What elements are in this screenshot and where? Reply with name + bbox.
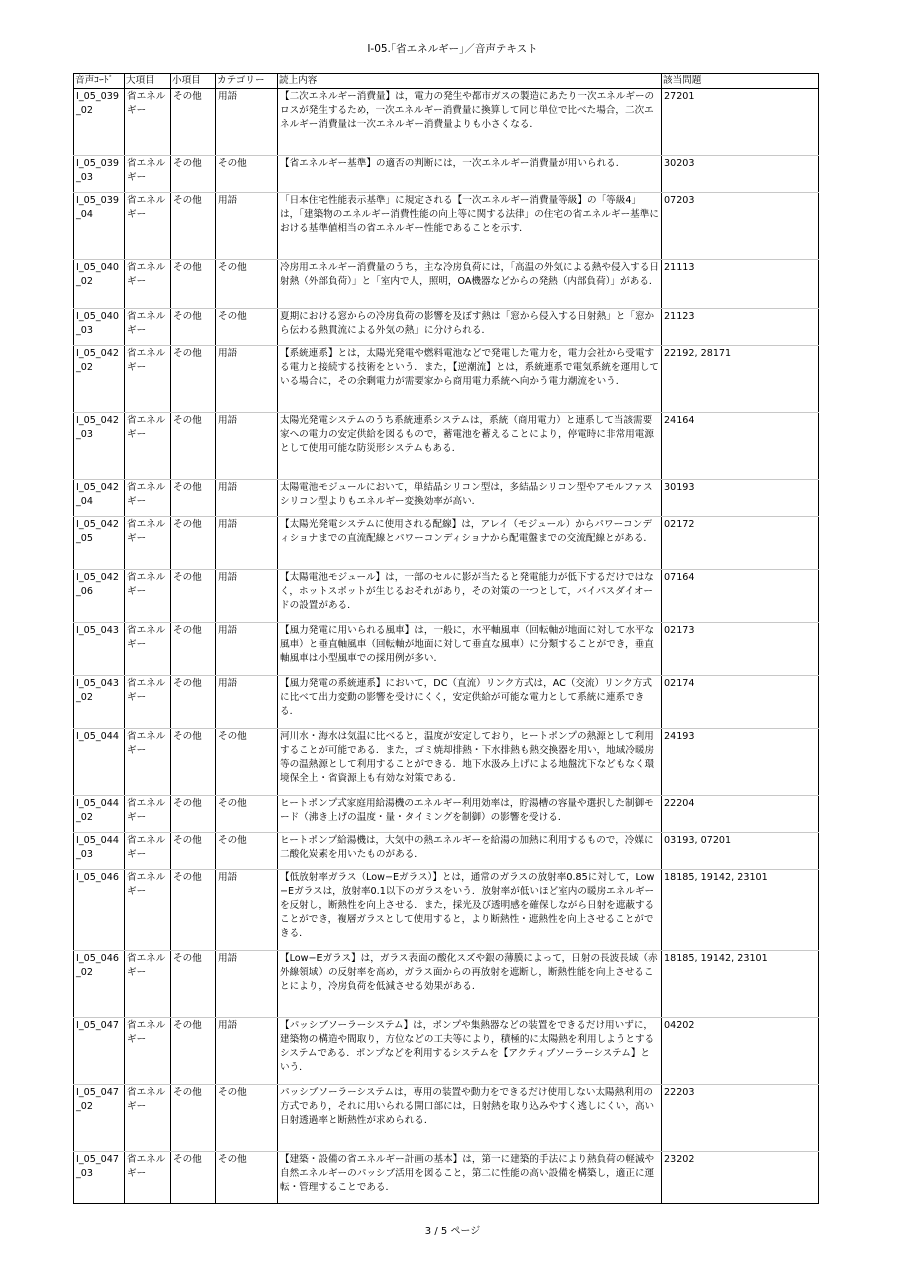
table-row — [74, 89, 819, 156]
table-row — [74, 1085, 819, 1152]
row-code: I_05_042_03 — [74, 413, 125, 480]
table-row — [74, 1018, 819, 1085]
row-minor: その他 — [171, 309, 216, 346]
row-content: 【パッシブソーラーシステム】は，ポンプや集熱器などの装置をできるだけ用いずに，建築物の構造や間取り，方位などの工夫等により，積極的に太陽熱を利用しようとするシステムである．ポンプなどを利用するシステムを【アクティブソーラーシステム】という． — [278, 1018, 662, 1085]
row-major: 省エネルギー — [125, 676, 171, 729]
row-minor: その他 — [171, 193, 216, 260]
header-content: 読上内容 — [278, 74, 662, 89]
row-content: 【系統連系】とは，太陽光発電や燃料電池などで発電した電力を，電力会社から受電する電力と接続する技術をという．また，【逆潮流】とは，系統連系で電気系統を運用している場合に，その余剰電力が需要家から商用電力系統へ向かう電力潮流をいう． — [278, 346, 662, 413]
row-major: 省エネルギー — [125, 346, 171, 413]
row-category: その他 — [216, 1152, 278, 1204]
row-questions: 18185, 19142, 23101 — [662, 870, 819, 951]
table-row — [74, 260, 819, 309]
row-minor: その他 — [171, 951, 216, 1018]
row-category: 用語 — [216, 480, 278, 517]
row-category: 用語 — [216, 951, 278, 1018]
table-row — [74, 729, 819, 796]
row-major: 省エネルギー — [125, 623, 171, 676]
row-category: 用語 — [216, 346, 278, 413]
row-minor: その他 — [171, 260, 216, 309]
row-questions: 02172 — [662, 517, 819, 570]
row-code: I_05_047_03 — [74, 1152, 125, 1204]
row-major: 省エネルギー — [125, 1018, 171, 1085]
table-row — [74, 796, 819, 833]
table-row — [74, 870, 819, 951]
row-content: パッシブソーラーシステムは，専用の装置や動力をできるだけ使用しない太陽熱利用の方式であり，それに用いられる開口部には，日射熱を取り込みやすく逃しにくい，高い日射透過率と断熱性が求められる． — [278, 1085, 662, 1152]
row-content: 河川水・海水は気温に比べると，温度が安定しており，ヒートポンプの熱源として利用することが可能である．また，ゴミ焼却排熱・下水排熱も熱交換器を用い，地域冷暖房等の温熱源として利用することができる．地下水汲み上げによる地盤沈下などもなく環境保全上・省資源上も有効な対策である． — [278, 729, 662, 796]
row-category: その他 — [216, 309, 278, 346]
row-major: 省エネルギー — [125, 413, 171, 480]
table-row — [74, 623, 819, 676]
row-major: 省エネルギー — [125, 309, 171, 346]
row-code: I_05_042_02 — [74, 346, 125, 413]
row-code: I_05_044_02 — [74, 796, 125, 833]
row-questions: 30203 — [662, 156, 819, 193]
row-content: 【風力発電の系統連系】において，DC（直流）リンク方式は，AC（交流）リンク方式に比べて出力変動の影響を受けにくく，安定供給が可能な電力として系統に連系できる． — [278, 676, 662, 729]
row-minor: その他 — [171, 870, 216, 951]
row-questions: 30193 — [662, 480, 819, 517]
row-category: その他 — [216, 729, 278, 796]
table-row — [74, 413, 819, 480]
row-content: 【建築・設備の省エネルギー計画の基本】は，第一に建築的手法により熱負荷の軽減や自然エネルギーのパッシブ活用を図ること，第二に性能の高い設備を構築し，適正に運転・管理することである． — [278, 1152, 662, 1204]
document-title: I-05.｢省エネルギー｣／音声テキスト — [367, 43, 538, 55]
row-major: 省エネルギー — [125, 796, 171, 833]
row-questions: 03193, 07201 — [662, 833, 819, 870]
row-questions: 24164 — [662, 413, 819, 480]
row-content: 【太陽電池モジュール】は，一部のセルに影が当たると発電能力が低下するだけではなく，ホットスポットが生じるおそれがあり，その対策の一つとして，バイパスダイオードの設置がある． — [278, 570, 662, 623]
row-content: 夏期における窓からの冷房負荷の影響を及ぼす熱は「窓から侵入する日射熱」と「窓から伝わる熱貫流による外気の熱」に分けられる． — [278, 309, 662, 346]
row-code: I_05_039_03 — [74, 156, 125, 193]
row-code: I_05_044_03 — [74, 833, 125, 870]
voice-text-table — [73, 73, 819, 1204]
row-major: 省エネルギー — [125, 156, 171, 193]
row-category: その他 — [216, 1085, 278, 1152]
row-minor: その他 — [171, 1085, 216, 1152]
row-code: I_05_046_02 — [74, 951, 125, 1018]
row-questions: 22203 — [662, 1085, 819, 1152]
row-category: 用語 — [216, 1018, 278, 1085]
row-major: 省エネルギー — [125, 729, 171, 796]
row-minor: その他 — [171, 517, 216, 570]
row-content: 冷房用エネルギー消費量のうち，主な冷房負荷には，「高温の外気による熱や侵入する日射熱（外部負荷）」と「室内で人，照明，OA機器などからの発熱（内部負荷）」がある． — [278, 260, 662, 309]
row-category: その他 — [216, 260, 278, 309]
header-minor: 小項目 — [171, 74, 216, 89]
row-major: 省エネルギー — [125, 833, 171, 870]
row-category: 用語 — [216, 623, 278, 676]
row-code: I_05_047 — [74, 1018, 125, 1085]
row-content: 太陽光発電システムのうち系統連系システムは，系統（商用電力）と連系して当該需要家への電力の安定供給を図るもので，蓄電池を蓄えることにより，停電時に非常用電源として使用可能な防災形システムもある． — [278, 413, 662, 480]
row-content: 【Low−Eガラス】は，ガラス表面の酸化スズや銀の薄膜によって，日射の長波長域（赤外線領域）の反射率を高め，ガラス面からの再放射を遮断し，断熱性能を向上させることにより，冷房負荷を低減させる効果がある． — [278, 951, 662, 1018]
row-minor: その他 — [171, 156, 216, 193]
row-code: I_05_047_02 — [74, 1085, 125, 1152]
row-content: 【風力発電に用いられる風車】は，一般に，水平軸風車（回転軸が地面に対して水平な風車）と垂直軸風車（回転軸が地面に対して垂直な風車）に分類することができ，垂直軸風車は小型風車での採用例が多い． — [278, 623, 662, 676]
row-major: 省エネルギー — [125, 517, 171, 570]
row-category: 用語 — [216, 870, 278, 951]
row-questions: 02173 — [662, 623, 819, 676]
row-category: 用語 — [216, 413, 278, 480]
row-minor: その他 — [171, 729, 216, 796]
row-minor: その他 — [171, 570, 216, 623]
page-number: 3 / 5 ページ — [424, 1226, 481, 1237]
table-row — [74, 517, 819, 570]
row-questions: 02174 — [662, 676, 819, 729]
row-questions: 21113 — [662, 260, 819, 309]
row-category: その他 — [216, 156, 278, 193]
header-questions: 該当問題 — [662, 74, 819, 89]
header-category: カテゴリー — [216, 74, 278, 89]
table-header-row — [74, 74, 819, 89]
row-category: その他 — [216, 833, 278, 870]
row-category: その他 — [216, 796, 278, 833]
header-code: 音声ｺｰﾄﾞ — [74, 74, 125, 89]
row-content: 太陽電池モジュールにおいて，単結晶シリコン型は，多結晶シリコン型やアモルファスシリコン型よりもエネルギー変換効率が高い． — [278, 480, 662, 517]
row-code: I_05_039_02 — [74, 89, 125, 156]
row-major: 省エネルギー — [125, 1085, 171, 1152]
row-code: I_05_042_06 — [74, 570, 125, 623]
table-row — [74, 1152, 819, 1204]
row-code: I_05_042_04 — [74, 480, 125, 517]
row-code: I_05_040_02 — [74, 260, 125, 309]
table-row — [74, 951, 819, 1018]
row-questions: 07203 — [662, 193, 819, 260]
row-code: I_05_046 — [74, 870, 125, 951]
table-row — [74, 833, 819, 870]
row-minor: その他 — [171, 1018, 216, 1085]
row-category: 用語 — [216, 193, 278, 260]
row-minor: その他 — [171, 796, 216, 833]
row-minor: その他 — [171, 346, 216, 413]
row-questions: 22192, 28171 — [662, 346, 819, 413]
row-code: I_05_044 — [74, 729, 125, 796]
row-major: 省エネルギー — [125, 193, 171, 260]
row-minor: その他 — [171, 480, 216, 517]
row-content: ヒートポンプ式家庭用給湯機のエネルギー利用効率は，貯湯槽の容量や選択した制御モード（沸き上げの温度・量・タイミングを制御）の影響を受ける． — [278, 796, 662, 833]
row-code: I_05_040_03 — [74, 309, 125, 346]
row-code: I_05_042_05 — [74, 517, 125, 570]
table-row — [74, 346, 819, 413]
row-code: I_05_039_04 — [74, 193, 125, 260]
row-code: I_05_043_02 — [74, 676, 125, 729]
row-questions: 18185, 19142, 23101 — [662, 951, 819, 1018]
table-row — [74, 570, 819, 623]
row-major: 省エネルギー — [125, 951, 171, 1018]
row-minor: その他 — [171, 413, 216, 480]
table-row — [74, 309, 819, 346]
row-questions: 27201 — [662, 89, 819, 156]
table-row — [74, 676, 819, 729]
row-minor: その他 — [171, 676, 216, 729]
table-row — [74, 156, 819, 193]
row-content: 「日本住宅性能表示基準」に規定される【一次エネルギー消費量等級】の「等級4」は，「建築物のエネルギー消費性能の向上等に関する法律」の住宅の省エネルギー基準における基準値相当の省エネルギー性能であることを示す． — [278, 193, 662, 260]
row-content: 【二次エネルギー消費量】は，電力の発生や都市ガスの製造にあたり一次エネルギーのロスが発生するため，一次エネルギー消費量に換算して同じ単位で比べた場合，二次エネルギー消費量は一次エネルギー消費量よりも小さくなる． — [278, 89, 662, 156]
row-minor: その他 — [171, 623, 216, 676]
row-questions: 07164 — [662, 570, 819, 623]
table-row — [74, 480, 819, 517]
row-questions: 22204 — [662, 796, 819, 833]
row-major: 省エネルギー — [125, 260, 171, 309]
table-row — [74, 193, 819, 260]
row-category: 用語 — [216, 89, 278, 156]
row-code: I_05_043 — [74, 623, 125, 676]
row-minor: その他 — [171, 89, 216, 156]
row-major: 省エネルギー — [125, 89, 171, 156]
row-content: 【低放射率ガラス（Low−Eガラス）】とは，通常のガラスの放射率0.85に対して，Low−Eガラスは，放射率0.1以下のガラスをいう．放射率が低いほど室内の暖房エネルギーを反射し，断熱性を向上させる．また，採光及び透明感を確保しながら日射を遮蔽することができ，複層ガラスとして使用すると，より断熱性・遮熱性を向上させることができる． — [278, 870, 662, 951]
row-category: 用語 — [216, 517, 278, 570]
row-category: 用語 — [216, 676, 278, 729]
row-major: 省エネルギー — [125, 570, 171, 623]
row-major: 省エネルギー — [125, 1152, 171, 1204]
row-content: 【太陽光発電システムに使用される配線】は，アレイ（モジュール）からパワーコンディショナまでの直流配線とパワーコンディショナから配電盤までの交流配線とがある． — [278, 517, 662, 570]
row-questions: 04202 — [662, 1018, 819, 1085]
row-major: 省エネルギー — [125, 870, 171, 951]
row-content: ヒートポンプ給湯機は，大気中の熱エネルギーを給湯の加熱に利用するもので，冷媒に二酸化炭素を用いたものがある． — [278, 833, 662, 870]
row-minor: その他 — [171, 1152, 216, 1204]
row-questions: 23202 — [662, 1152, 819, 1204]
row-minor: その他 — [171, 833, 216, 870]
row-content: 【省エネルギー基準】の適否の判断には，一次エネルギー消費量が用いられる． — [278, 156, 662, 193]
row-questions: 24193 — [662, 729, 819, 796]
header-major: 大項目 — [125, 74, 171, 89]
row-major: 省エネルギー — [125, 480, 171, 517]
row-questions: 21123 — [662, 309, 819, 346]
row-category: 用語 — [216, 570, 278, 623]
